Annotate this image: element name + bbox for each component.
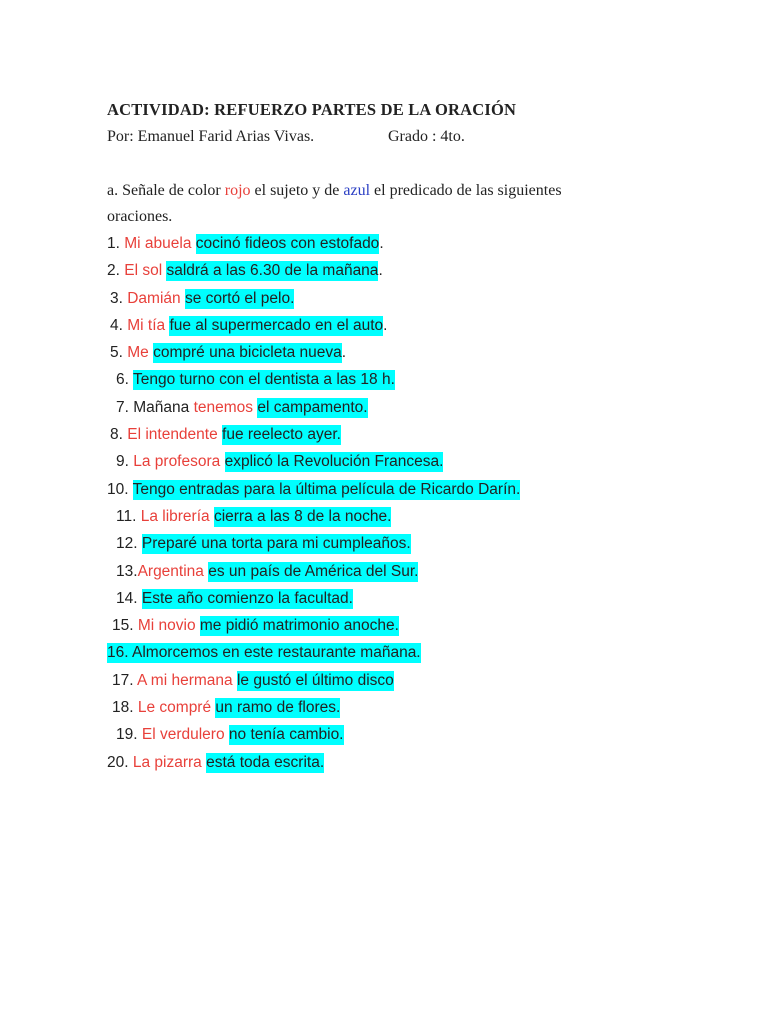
predicate-highlight: fue al supermercado en el auto	[169, 316, 384, 334]
subject-text: El verdulero	[141, 726, 225, 744]
predicate-highlight: .	[319, 753, 325, 771]
sentence-item	[0, 588, 768, 615]
sentence-text: 10.	[107, 480, 133, 498]
sentence-item	[0, 397, 768, 424]
predicate-highlight: saldrá a las 6.30 de la mañana	[166, 262, 379, 280]
sentence-item	[0, 369, 768, 396]
sentence-text: 1.	[107, 235, 125, 252]
subject-text: Le compré	[137, 699, 212, 717]
sentence-text: 9.	[116, 453, 134, 471]
predicate-highlight: explicó la Revolución Francesa.	[224, 453, 444, 471]
subject-text: A mi hermana	[137, 671, 233, 689]
sentence-text: 14.	[116, 589, 142, 607]
sentence-item	[0, 288, 768, 315]
sentence-text: 17.	[112, 671, 137, 689]
sentence-text: 3.	[110, 289, 128, 307]
subject-text: El sol	[124, 262, 163, 280]
sentence-item	[0, 670, 768, 697]
grade-label: Grado : 4to.	[388, 128, 465, 145]
predicate-highlight: le gustó el último disco	[236, 671, 394, 689]
sentence-item	[0, 233, 768, 260]
subject-text: Argentina	[137, 562, 204, 580]
subject-text: Me	[127, 344, 149, 362]
subject-text: Mi novio	[137, 617, 196, 635]
sentence-text: 5.	[110, 344, 128, 362]
sentence-item	[0, 315, 768, 342]
sentence-text: 19.	[116, 726, 142, 744]
predicate-highlight: 16. Almorcemos en este restaurante mañana.	[107, 644, 421, 662]
sentence-text: 6.	[116, 371, 133, 389]
sentence-item	[0, 642, 768, 669]
sentence-text: 4.	[110, 316, 128, 334]
predicate-highlight: el campamento.	[257, 398, 368, 416]
predicate-highlight: no tenía cambio.	[228, 726, 344, 744]
instruction-text-2: el sujeto y de	[250, 182, 344, 199]
subject-text: Damián	[127, 289, 181, 307]
sentence-text: 2.	[107, 262, 125, 280]
sentence-item	[0, 561, 768, 588]
predicate-highlight: Este año comienzo la facultad.	[141, 589, 353, 607]
sentence-item	[0, 724, 768, 751]
sentence-text: 13.	[116, 562, 138, 580]
predicate-highlight: Tengo entradas para la última película de Ricardo Darín.	[132, 480, 521, 498]
author-line: Por: Emanuel Farid Arias Vivas.	[107, 128, 315, 145]
sentence-text: .	[378, 262, 383, 280]
sentence-item	[0, 615, 768, 642]
sentence-text: 8.	[110, 426, 128, 444]
predicate-highlight: compré una bicicleta nueva	[153, 344, 342, 362]
sentence-text: 18.	[112, 699, 138, 717]
sentence-text: .	[383, 316, 388, 334]
predicate-highlight: está toda escrita	[206, 753, 320, 771]
subject-text: El intendente	[127, 426, 218, 444]
sentence-list	[0, 233, 768, 779]
sentence-item	[0, 533, 768, 560]
sentence-text: 11.	[116, 507, 141, 525]
instruction-text-3: el predicado de las siguientes	[370, 182, 562, 199]
predicate-highlight: es un país de América del Sur.	[208, 562, 419, 580]
predicate-highlight: fue reelecto ayer.	[222, 426, 341, 444]
sentence-item	[0, 260, 768, 287]
sentence-item	[0, 424, 768, 451]
predicate-highlight: cierra a las 8 de la noche.	[213, 507, 392, 525]
subject-text: La pizarra	[132, 753, 202, 771]
predicate-highlight: se cortó el pelo.	[184, 289, 295, 307]
sentence-text: 12.	[116, 535, 142, 553]
predicate-highlight: un ramo de flores.	[215, 699, 341, 717]
predicate-highlight: Tengo turno con el dentista a las 18 h.	[132, 371, 395, 389]
subject-text: Mi tía	[127, 316, 166, 334]
sentence-item	[0, 479, 768, 506]
sentence-item	[0, 506, 768, 533]
sentence-text	[220, 453, 224, 470]
instruction-blue-word: azul	[343, 182, 371, 199]
instruction-text-1: a. Señale de color	[107, 182, 225, 199]
sentence-text: .	[341, 344, 347, 362]
predicate-highlight: Preparé una torta para mi cumpleaños.	[141, 535, 411, 553]
sentence-item	[0, 342, 768, 369]
instruction-red-word: rojo	[224, 182, 251, 199]
sentence-text: 15.	[112, 617, 138, 635]
sentence-item	[0, 697, 768, 724]
document-title: ACTIVIDAD: REFUERZO PARTES DE LA ORACIÓN	[107, 100, 517, 119]
predicate-highlight: me pidió matrimonio anoche.	[199, 617, 399, 635]
sentence-text: 7. Mañana	[116, 398, 194, 416]
sentence-item	[0, 451, 768, 478]
subject-text: tenemos	[193, 398, 254, 416]
instruction-line	[107, 182, 562, 200]
sentence-text: .	[379, 235, 384, 252]
sentence-item	[0, 752, 768, 779]
sentence-text: 20.	[107, 753, 133, 771]
subject-text: Mi abuela	[124, 235, 192, 252]
instruction-line-2: oraciones.	[107, 208, 173, 225]
predicate-highlight: cocinó fideos con estofado	[195, 235, 380, 252]
subject-text: La profesora	[133, 453, 221, 471]
subject-text: La librería	[140, 507, 210, 525]
